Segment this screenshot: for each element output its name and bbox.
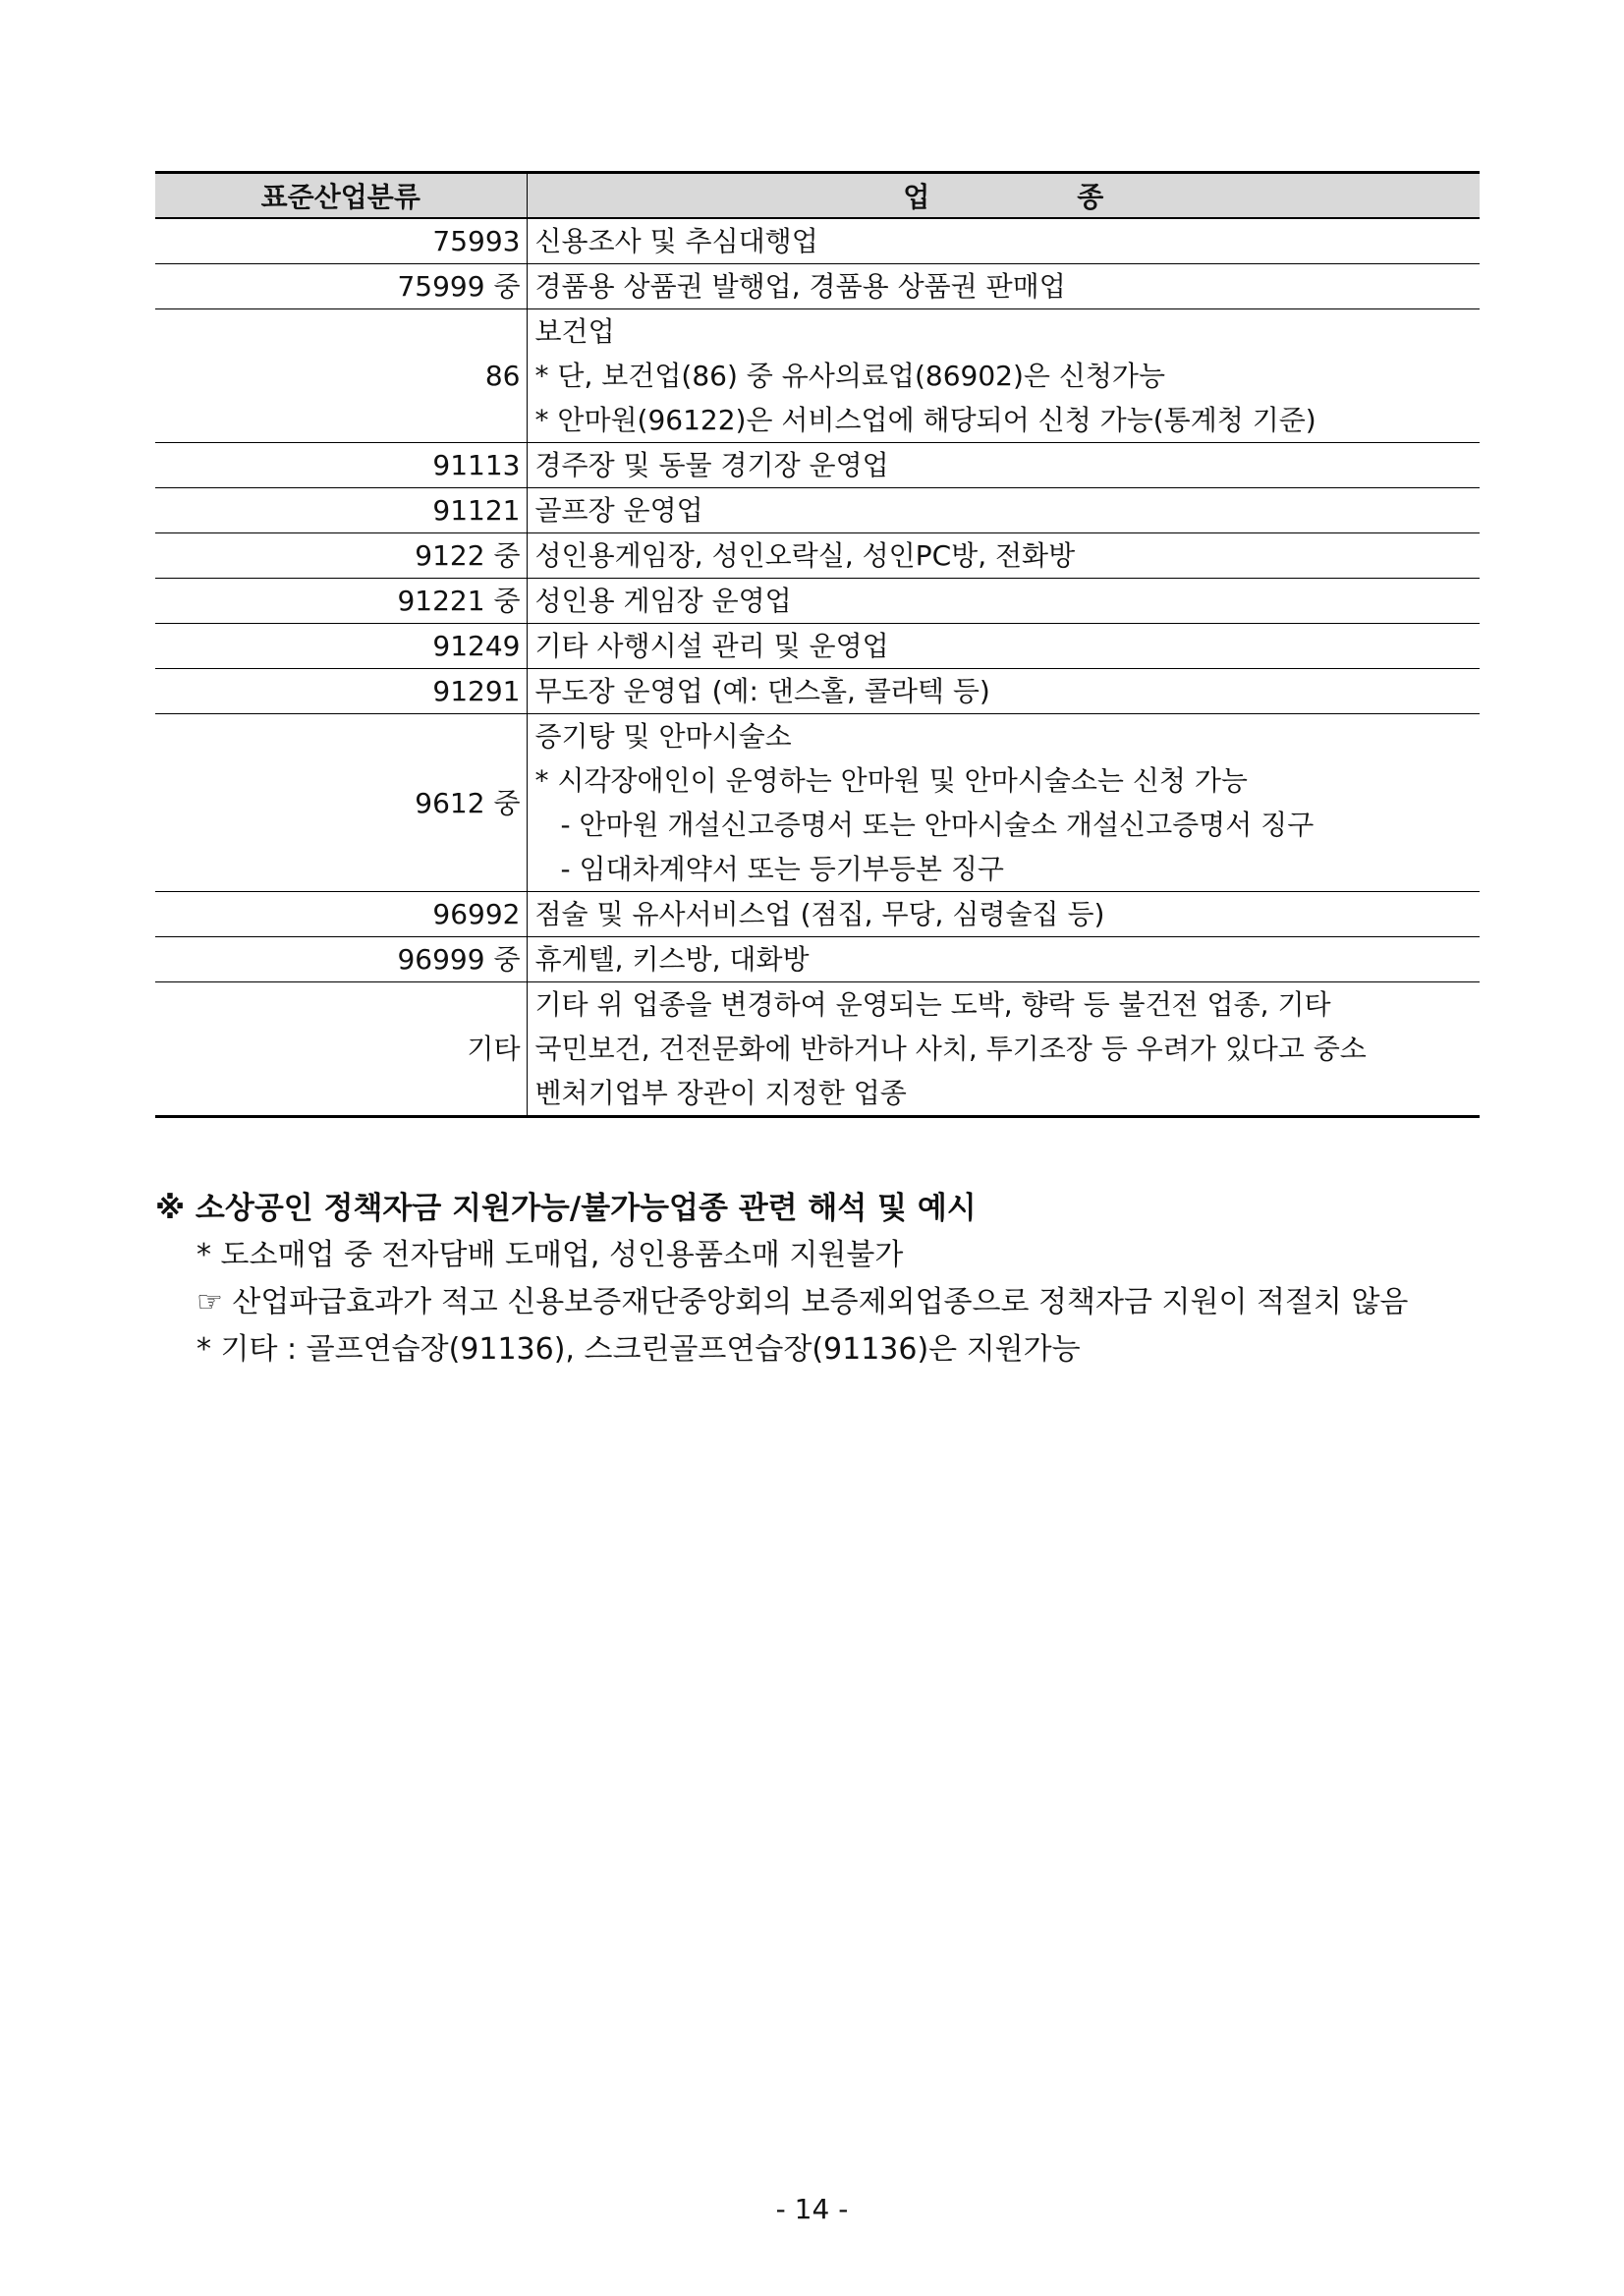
header-desc-part-2: 종 xyxy=(1077,181,1104,213)
industry-code: 9612 중 xyxy=(155,714,527,892)
business-description xyxy=(527,982,1480,1117)
industry-code: 91249 xyxy=(155,624,527,669)
business-description xyxy=(527,309,1480,443)
industry-code: 75999 중 xyxy=(155,264,527,309)
description-line: 기타 위 업종을 변경하여 운영되는 도박, 향락 등 불건전 업종, 기타 xyxy=(534,988,1331,1021)
business-description xyxy=(527,937,1480,982)
table-row xyxy=(155,892,1480,937)
table-row xyxy=(155,624,1480,669)
business-description xyxy=(527,533,1480,579)
header-business-type xyxy=(527,173,1480,219)
note-item: * 기타 : 골프연습장(91136), 스크린골프연습장(91136)은 지원가능 xyxy=(196,1332,1081,1367)
description-line: 무도장 운영업 (예: 댄스홀, 콜라텍 등) xyxy=(534,675,990,707)
table-header-row xyxy=(155,173,1480,219)
description-line: 신용조사 및 추심대행업 xyxy=(534,225,818,257)
business-description xyxy=(527,579,1480,624)
table-row xyxy=(155,443,1480,488)
industry-code: 기타 xyxy=(155,982,527,1117)
description-note: * 단, 보건업(86) 중 유사의료업(86902)은 신청가능 xyxy=(534,360,1166,392)
table-row xyxy=(155,937,1480,982)
description-line: 벤처기업부 장관이 지정한 업종 xyxy=(534,1077,907,1109)
description-line: 보건업 xyxy=(534,315,615,348)
description-note: * 안마원(96122)은 서비스업에 해당되어 신청 가능(통계청 기준) xyxy=(534,404,1316,436)
business-description xyxy=(527,488,1480,533)
business-description xyxy=(527,669,1480,714)
header-desc-part-1: 업 xyxy=(903,181,930,213)
table-row xyxy=(155,669,1480,714)
table-row xyxy=(155,309,1480,443)
description-line: 국민보건, 건전문화에 반하거나 사치, 투기조장 등 우려가 있다고 중소 xyxy=(534,1033,1367,1065)
note-item: ☞ 산업파급효과가 적고 신용보증재단중앙회의 보증제외업종으로 정책자금 지원이 적절치 않음 xyxy=(196,1285,1409,1319)
description-line: 증기탕 및 안마시술소 xyxy=(534,720,792,753)
description-line: 기타 사행시설 관리 및 운영업 xyxy=(534,630,889,662)
description-subnote: - 임대차계약서 또는 등기부등본 징구 xyxy=(560,853,1004,885)
table-row xyxy=(155,488,1480,533)
table-row xyxy=(155,714,1480,892)
industry-code: 96999 중 xyxy=(155,937,527,982)
table-row xyxy=(155,218,1480,264)
business-description xyxy=(527,892,1480,937)
table-row xyxy=(155,982,1480,1117)
business-description xyxy=(527,264,1480,309)
description-line: 성인용게임장, 성인오락실, 성인PC방, 전화방 xyxy=(534,539,1076,572)
note-item: * 도소매업 중 전자담배 도매업, 성인용품소매 지원불가 xyxy=(196,1238,904,1272)
industry-code: 75993 xyxy=(155,218,527,264)
header-industry-code: 표준산업분류 xyxy=(155,173,527,219)
description-note: * 시각장애인이 운영하는 안마원 및 안마시술소는 신청 가능 xyxy=(534,764,1248,797)
description-line: 경품용 상품권 발행업, 경품용 상품권 판매업 xyxy=(534,270,1066,303)
industry-code: 96992 xyxy=(155,892,527,937)
business-description xyxy=(527,714,1480,892)
business-description xyxy=(527,218,1480,264)
description-subnote: - 안마원 개설신고증명서 또는 안마시술소 개설신고증명서 징구 xyxy=(560,809,1315,841)
interpretation-notes xyxy=(155,1185,1531,1373)
notes-title: ※ 소상공인 정책자금 지원가능/불가능업종 관련 해석 및 예시 xyxy=(155,1191,977,1226)
description-line: 휴게텔, 키스방, 대화방 xyxy=(534,943,810,976)
industry-code: 91291 xyxy=(155,669,527,714)
business-description xyxy=(527,443,1480,488)
table-row xyxy=(155,264,1480,309)
industry-code: 91113 xyxy=(155,443,527,488)
description-line: 골프장 운영업 xyxy=(534,494,703,527)
business-description xyxy=(527,624,1480,669)
restricted-industry-table xyxy=(155,171,1480,1118)
description-line: 성인용 게임장 운영업 xyxy=(534,585,792,617)
page-number: - 14 - xyxy=(775,2193,849,2225)
table-row xyxy=(155,533,1480,579)
description-line: 경주장 및 동물 경기장 운영업 xyxy=(534,449,889,481)
industry-code: 91121 xyxy=(155,488,527,533)
description-line: 점술 및 유사서비스업 (점집, 무당, 심령술집 등) xyxy=(534,898,1105,930)
industry-code: 86 xyxy=(155,309,527,443)
industry-code: 91221 중 xyxy=(155,579,527,624)
table-row xyxy=(155,579,1480,624)
industry-code: 9122 중 xyxy=(155,533,527,579)
